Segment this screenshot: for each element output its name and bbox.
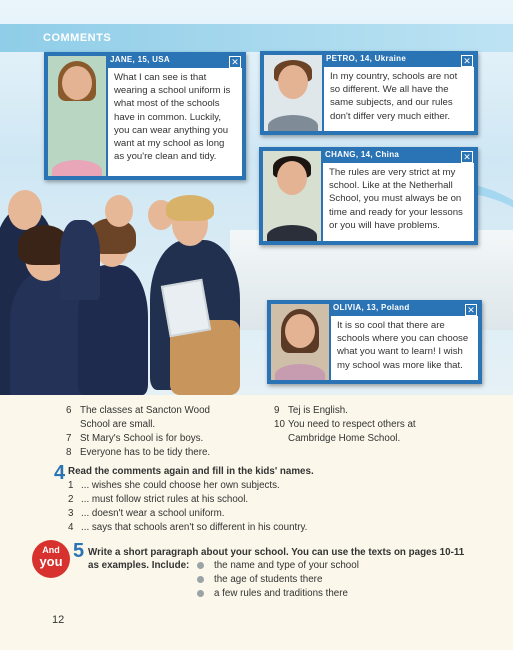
- list-item: 2 ... must follow strict rules at his school.: [68, 494, 249, 505]
- exercise-4-title: Read the comments again and fill in the kids' names.: [68, 466, 314, 477]
- comment-card-jane: [44, 52, 246, 180]
- bullet-icon: [197, 590, 204, 597]
- jane-photo: [48, 56, 106, 176]
- close-icon: ✕: [229, 56, 241, 68]
- comment-author: OLIVIA, 13, Poland: [333, 303, 410, 312]
- list-item: 1 ... wishes she could choose her own subjects.: [68, 480, 280, 491]
- comment-text: It is so cool that there are schools where you can choose what you want to learn! I wish my school was more like that.: [331, 316, 478, 380]
- comment-card-chang: [259, 147, 478, 245]
- comment-card-olivia: [267, 300, 482, 384]
- close-icon: ✕: [465, 304, 477, 316]
- comment-author: PETRO, 14, Ukraine: [326, 54, 407, 63]
- list-item: 7 St Mary's School is for boys.: [66, 433, 204, 444]
- comment-author: CHANG, 14, China: [325, 150, 400, 159]
- tablet: [161, 279, 211, 338]
- close-icon: ✕: [461, 151, 473, 163]
- bullet-item: the name and type of your school: [197, 560, 359, 571]
- list-item: 10 You need to respect others at Cambridge Home School.: [274, 419, 416, 444]
- exercise-5-title: Write a short paragraph about your school. You can use the texts on pages 10-11 as examples. Include:: [88, 547, 465, 571]
- bullet-item: a few rules and traditions there: [197, 588, 348, 599]
- section-label: COMMENTS: [43, 32, 112, 44]
- close-icon: ✕: [461, 55, 473, 67]
- page-number: 12: [52, 614, 65, 626]
- statements-right: [274, 404, 474, 446]
- comment-text: In my country, schools are not so different. We all have the same subjects, and our rules don't differ very much either.: [324, 67, 474, 131]
- exercise-4-number: 4: [54, 462, 66, 484]
- comment-card-petro: [260, 51, 478, 135]
- teacher-hair: [166, 195, 214, 221]
- bullet-icon: [197, 562, 204, 569]
- list-item: 4 ... says that schools aren't so different in his country.: [68, 522, 308, 533]
- olivia-photo: [271, 304, 329, 380]
- list-item: 3 ... doesn't wear a school uniform.: [68, 508, 225, 519]
- chang-photo: [263, 151, 321, 241]
- comment-text: What I can see is that wearing a school uniform is what most of the schools have in common. Luckily, you can wear anything you want at my school as long as you're clean and tidy.: [108, 68, 242, 176]
- list-item: 6 The classes at Sancton Wood School are small.: [66, 405, 210, 430]
- bullet-icon: [197, 576, 204, 583]
- comment-text: The rules are very strict at my school. Like at the Netherhall School, you must always be on time and ready for your lessons or you will have problems.: [323, 163, 474, 241]
- bullet-item: the age of students there: [197, 574, 322, 585]
- student-head: [105, 195, 133, 227]
- petro-photo: [264, 55, 322, 131]
- list-item: 9 Tej is English.: [274, 405, 348, 416]
- comment-author: JANE, 15, USA: [110, 55, 170, 64]
- statements-left: [66, 404, 266, 460]
- student-figure: [60, 220, 100, 300]
- exercise-5-number: 5: [73, 540, 85, 562]
- student-head: [8, 190, 42, 230]
- exercise-4-list: [68, 479, 468, 535]
- list-item: 8 Everyone has to be tidy there.: [66, 447, 211, 458]
- and-you-badge: And you: [32, 540, 70, 578]
